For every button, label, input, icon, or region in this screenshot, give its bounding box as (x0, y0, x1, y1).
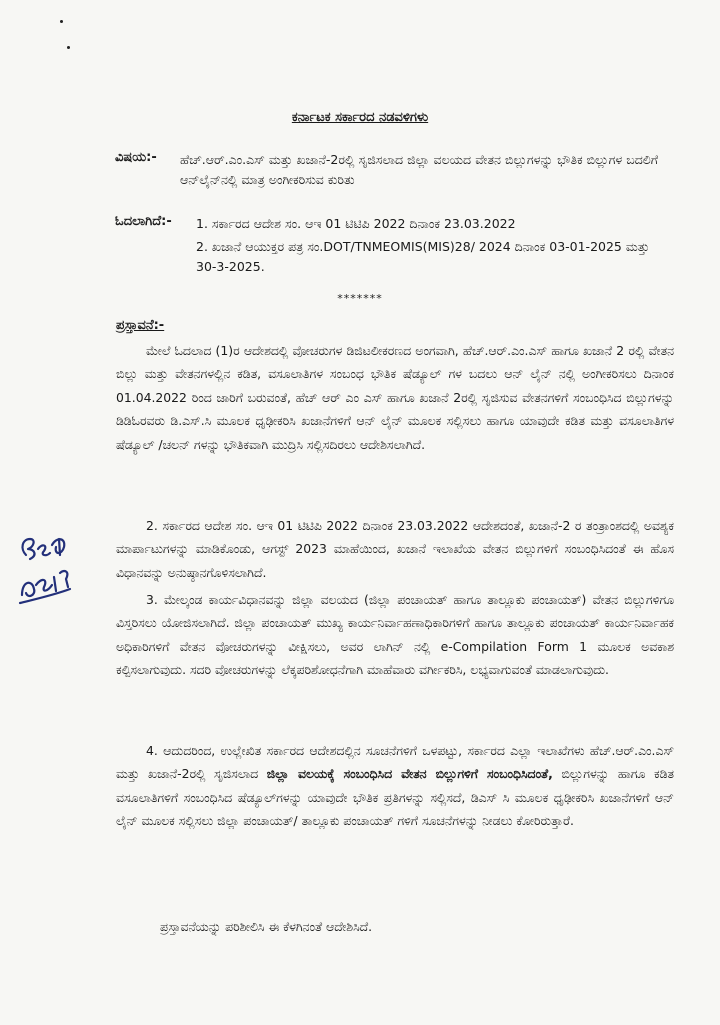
paragraph-4-rest: ಬಿಲ್ಲುಗಳನ್ನು ಹಾಗೂ ಕಡಿತ ವಸೂಲಾತಿಗಳಿಗೆ ಸಂಬಂಧಿಸಿದ ಷೆಡ್ಯೂಲ್‌ಗಳನ್ನು ಯಾವುದೇ ಭೌತಿಕ ಪ್ರತಿಗಳನ್ನು ಸಲ್ಲಿಸದೆ, ಡಿಎಸ್ ಸಿ ಮೂಲಕ ಧೃಢೀಕರಿಸಿ ಖಜಾನೆಗಳಿಗೆ ಆನ್ ಲೈನ್ ಮೂಲಕ ಸಲ್ಲಿಸಲು ಜಿಲ್ಲಾ ಪಂಚಾಯತ್/ ತಾಲ್ಲೂಕು ಪಂಚಾಯತ್ ಗಳಿಗೆ ಸೂಚನೆಗಳನ್ನು ನೀಡಲು ಕೋರಿರುತ್ತಾರೆ. (116, 766, 674, 829)
preamble-heading: ಪ್ರಸ್ತಾವನೆ:- (116, 318, 165, 333)
reference-item-2: 2. ಖಜಾನೆ ಆಯುಕ್ತರ ಪತ್ರ ಸಂ.DOT/TNMEOMIS(MIS)28/ 2024 ದಿನಾಂಕ 03-01-2025 ಮತ್ತು 30-3-2025. (196, 239, 650, 274)
separator: ******* (337, 292, 383, 305)
paragraph-3: 3. ಮೇಲ್ಕಂಡ ಕಾರ್ಯವಿಧಾನವನ್ನು ಜಿಲ್ಲಾ ವಲಯದ (ಜಿಲ್ಲಾ ಪಂಚಾಯತ್ ಹಾಗೂ ತಾಲ್ಲೂಕು ಪಂಚಾಯತ್) ವೇತನ ಬಿಲ್ಲುಗಳಿಗೂ ವಿಸ್ತರಿಸಲು ಯೋಜಿಸಲಾಗಿದೆ. ಜಿಲ್ಲಾ ಪಂಚಾಯತ್ ಮುಖ್ಯ ಕಾರ್ಯನಿರ್ವಾಹಣಾಧಿಕಾರಿಗಳಿಗೆ ಹಾಗೂ ತಾಲ್ಲೂಕು ಪಂಚಾಯತ್ ಕಾರ್ಯನಿರ್ವಾಹಕ ಅಧಿಕಾರಿಗಳಿಗೆ ವೇತನ ವೋಚರುಗಳನ್ನು ವೀಕ್ಷಿಸಲು, ಅವರ ಲಾಗಿನ್ ನಲ್ಲಿ e-Compilation Form 1 ಮೂಲಕ ಅವಕಾಶ ಕಲ್ಪಿಸಲಾಗುವುದು. ಸದರಿ ವೋಚರುಗಳನ್ನು ಲೆಕ್ಕಪರಿಶೋಧನೆಗಾಗಿ ಮಾಹೆವಾರು ವರ್ಗೀಕರಿಸಿ, ಲಭ್ಯವಾಗುವಂತೆ ಮಾಡಲಾಗುವುದು. (116, 592, 674, 678)
page-title: ಕರ್ನಾಟಕ ಸರ್ಕಾರದ ನಡವಳಿಗಳು (291, 110, 429, 125)
paragraph-4-emphasis: ಜಿಲ್ಲಾ ವಲಯಕ್ಕೆ ಸಂಬಂಧಿಸಿದ ವೇತನ ಬಿಲ್ಲುಗಳಿಗೆ ಸಂಬಂಧಿಸಿದಂತೆ, (266, 766, 553, 782)
speck (67, 46, 70, 49)
closing-line: ಪ್ರಸ್ತಾವನೆಯನ್ನು ಪರಿಶೀಲಿಸಿ ಈ ಕೆಳಗಿನಂತೆ ಆದೇಶಿಸಿದೆ. (160, 919, 373, 934)
reference-item-1: 1. ಸರ್ಕಾರದ ಆದೇಶ ಸಂ. ಆಇ 01 ಟಿಟಿಪಿ 2022 ದಿನಾಂಕ 23.03.2022 (196, 216, 516, 231)
paragraph-4-intro: 4. ಆದುದರಿಂದ, ಉಲ್ಲೇಖಿತ ಸರ್ಕಾರದ ಆದೇಶದಲ್ಲಿನ ಸೂಚನೆಗಳಿಗೆ ಒಳಪಟ್ಟು, ಸರ್ಕಾರದ ಎಲ್ಲಾ ಇಲಾಖೆಗಳು ಹೆಚ್.ಆರ್.ಎಂ.ಎಸ್ ಮತ್ತು ಖಜಾನೆ-2ರಲ್ಲಿ ಸೃಜಿಸಲಾದ (116, 743, 674, 782)
references-label: ಓದಲಾಗಿದೆ:- (115, 214, 172, 229)
subject-text: ಹೆಚ್.ಆರ್.ಎಂ.ಎಸ್ ಮತ್ತು ಖಜಾನೆ-2ರಲ್ಲಿ ಸೃಜಿಸಲಾದ ಜಿಲ್ಲಾ ವಲಯದ ವೇತನ ಬಿಲ್ಲುಗಳನ್ನು ಭೌತಿಕ ಬಿಲ್ಲುಗಳ ಬದಲಿಗೆ ಆನ್‌ಲೈನ್‌ನಲ್ಲಿ ಮಾತ್ರ ಅಂಗೀಕರಿಸುವ ಕುರಿತು (180, 152, 658, 187)
paragraph-4 (116, 739, 674, 833)
paragraph-1: ಮೇಲೆ ಓದಲಾದ (1)ರ ಆದೇಶದಲ್ಲಿ ವೋಚರುಗಳ ಡಿಜಿಟಲೀಕರಣದ ಅಂಗವಾಗಿ, ಹೆಚ್.ಆರ್.ಎಂ.ಎಸ್ ಹಾಗೂ ಖಜಾನೆ 2 ರಲ್ಲಿ ವೇತನ ಬಿಲ್ಲು ಮತ್ತು ವೇತನಗಳಲ್ಲಿನ ಕಡಿತ, ವಸೂಲಾತಿಗಳ ಸಂಬಂಧ ಭೌತಿಕ ಷೆಡ್ಯೂಲ್ ಗಳ ಬದಲು ಆನ್ ಲೈನ್ ನಲ್ಲಿ ಅಂಗೀಕರಿಸಲು ದಿನಾಂಕ 01.04.2022 ರಿಂದ ಜಾರಿಗೆ ಬರುವಂತೆ, ಹೆಚ್ ಆರ್ ಎಂ ಎಸ್ ಹಾಗೂ ಖಜಾನೆ 2ರಲ್ಲಿ ಸೃಜಿಸುವ ವೇತನಗಳಿಗೆ ಸಂಬಂಧಿಸಿದ ಬಿಲ್ಲುಗಳನ್ನು ಡಿಡಿಓರವರು ಡಿ.ಎಸ್.ಸಿ ಮೂಲಕ ಧೃಢೀಕರಿಸಿ ಖಜಾನೆಗಳಿಗೆ ಆನ್ ಲೈನ್ ಮೂಲಕ ಸಲ್ಲಿಸಲು ಹಾಗೂ ಯಾವುದೇ ಕಡಿತ ಮತ್ತು ವಸೂಲಾತಿಗಳ ಷೆಡ್ಯೂಲ್ /ಚಲನ್ ಗಳನ್ನು ಭೌತಿಕವಾಗಿ ಮುದ್ರಿಸಿ ಸಲ್ಲಿಸದಿರಲು ಆದೇಶಿಸಲಾಗಿದೆ. (116, 343, 674, 452)
speck (60, 20, 63, 23)
subject-label: ವಿಷಯ:- (115, 150, 157, 165)
paragraph-2: 2. ಸರ್ಕಾರದ ಆದೇಶ ಸಂ. ಆಇ 01 ಟಿಟಿಪಿ 2022 ದಿನಾಂಕ 23.03.2022 ಆದೇಶದಂತೆ, ಖಜಾನೆ-2 ರ ತಂತ್ರಾಂಶದಲ್ಲಿ ಅವಶ್ಯಕ ಮಾರ್ಪಾಟುಗಳನ್ನು ಮಾಡಿಕೊಂಡು, ಆಗಸ್ಟ್ 2023 ಮಾಹೆಯಿಂದ, ಖಜಾನೆ ಇಲಾಖೆಯ ವೇತನ ಬಿಲ್ಲುಗಳಿಗೆ ಸಂಬಂಧಿಸಿದಂತೆ ಈ ಹೊಸ ವಿಧಾನವನ್ನು ಅನುಷ್ಠಾನಗೊಳಿಸಲಾಗಿದೆ. (116, 518, 674, 580)
handwritten-annotation-icon (12, 515, 78, 615)
